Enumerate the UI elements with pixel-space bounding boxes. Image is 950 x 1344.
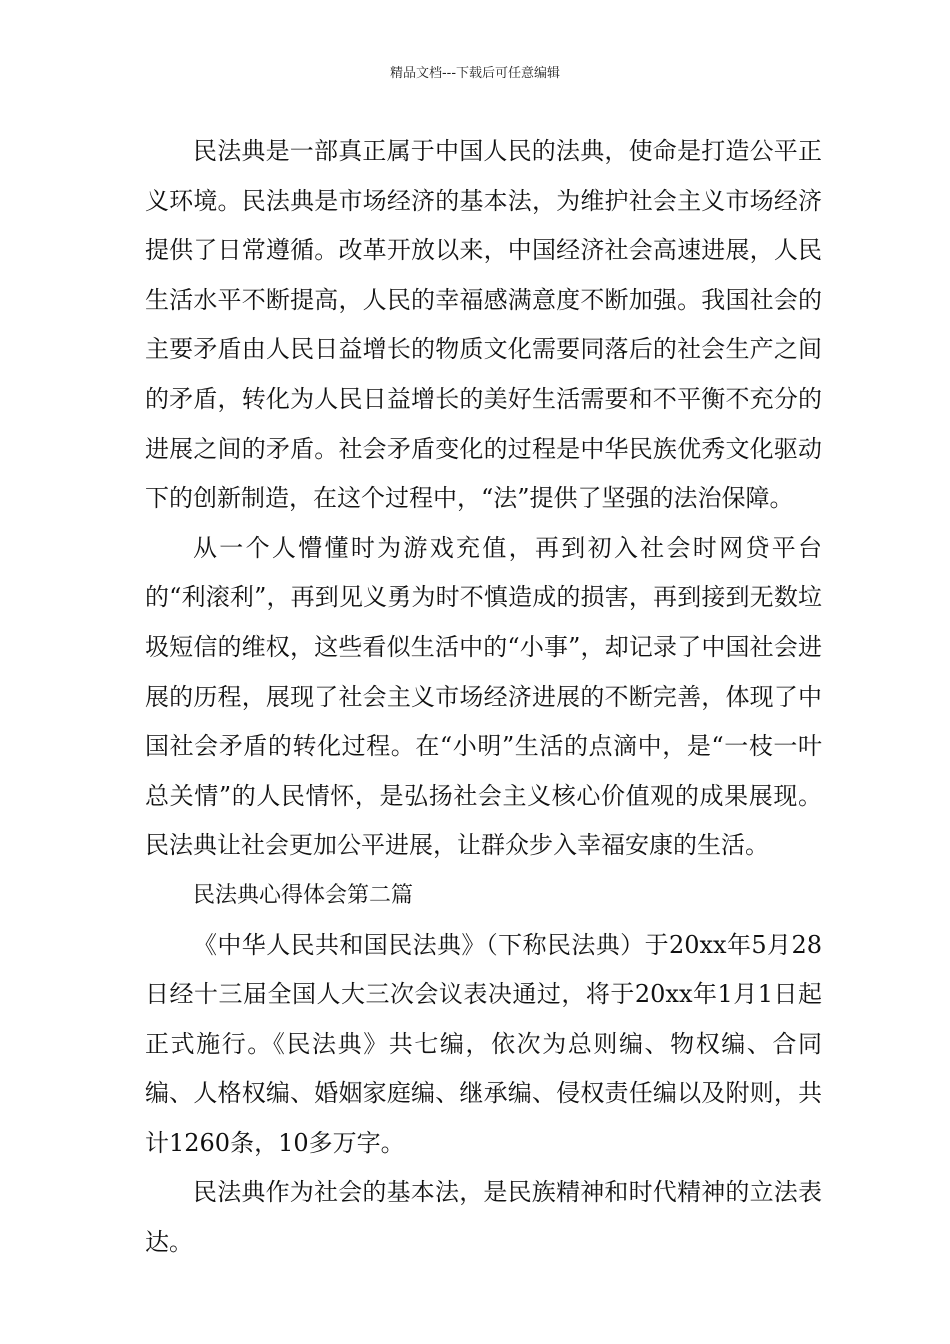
paragraph-2: 从一个人懵懂时为游戏充值，再到初入社会时网贷平台的“利滚利”，再到见义勇为时不慎造成的损害，再到接到无数垃圾短信的维权，这些看似生活中的“小事”，却记录了中国社会进展的历程，展现了社会主义市场经济进展的不断完善，体现了中国社会矛盾的转化过程。在“小明”生活的点滴中，是“一枝一叶总关情”的人民情怀，是弘扬社会主义核心价值观的成果展现。民法典让社会更加公平进展，让群众步入幸福安康的生活。 (145, 533, 822, 860)
paragraph-4: 民法典作为社会的基本法，是民族精神和时代精神的立法表达。 (145, 1178, 822, 1257)
document-body (145, 127, 822, 1268)
page-header: 精品文档---下载后可任意编辑 (389, 66, 561, 81)
paragraph-1: 民法典是一部真正属于中国人民的法典，使命是打造公平正义环境。民法典是市场经济的基本法，为维护社会主义市场经济提供了日常遵循。改革开放以来，中国经济社会高速进展，人民生活水平不断提高，人民的幸福感满意度不断加强。我国社会的主要矛盾由人民日益增长的物质文化需要同落后的社会生产之间的矛盾，转化为人民日益增长的美好生活需要和不平衡不充分的进展之间的矛盾。社会矛盾变化的过程是中华民族优秀文化驱动下的创新制造，在这个过程中，“法”提供了坚强的法治保障。 (145, 137, 822, 513)
section-heading: 民法典心得体会第二篇 (193, 882, 414, 908)
paragraph-3: 《中华人民共和国民法典》（下称民法典）于20xx年5月28日经十三届全国人大三次会议表决通过，将于20xx年1月1日起正式施行。《民法典》共七编，依次为总则编、物权编、合同编、人格权编、婚姻家庭编、继承编、侵权责任编以及附则，共计1260条，10多万字。 (145, 930, 822, 1157)
